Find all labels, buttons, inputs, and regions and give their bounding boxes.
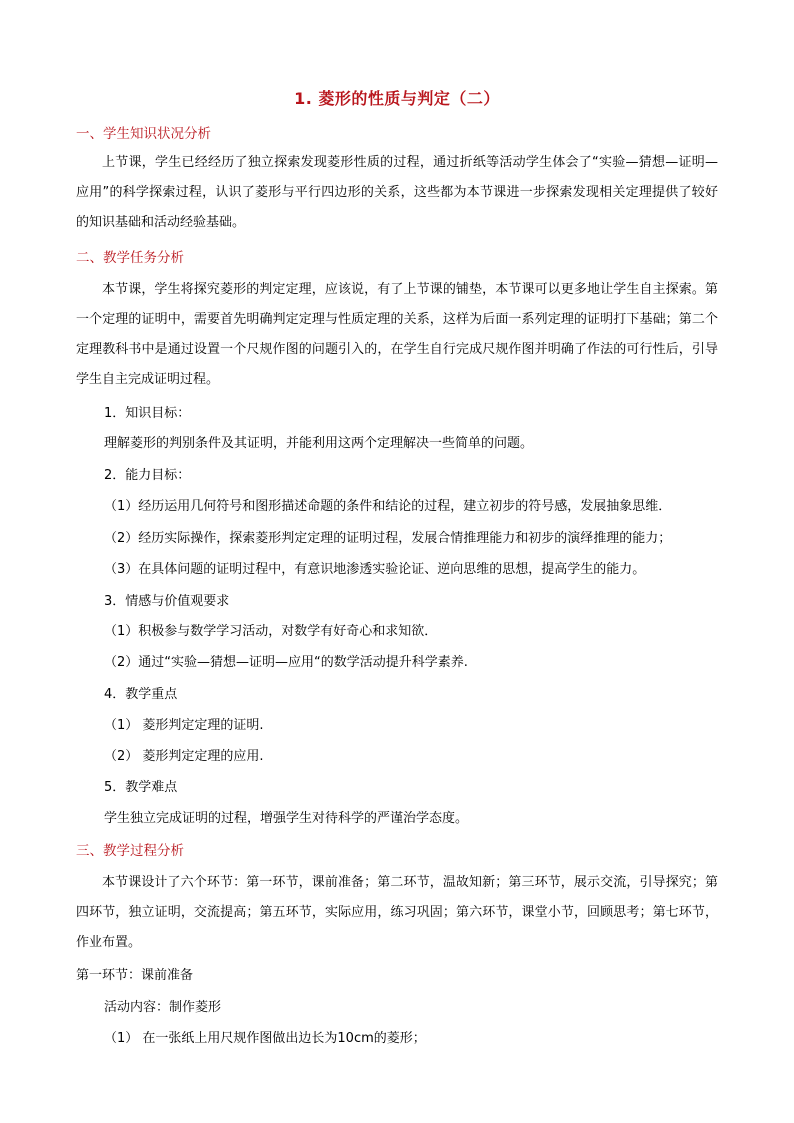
activity-content: 活动内容：制作菱形: [104, 1000, 222, 1015]
section-3-paragraph: 本节课设计了六个环节：第一环节，课前准备；第二环节，温故知新；第三环节，展示交流，引导探究；第四环节，独立证明，交流提高；第五环节，实际应用，练习巩固；第六环节，课堂小节，回顾思考；第七环节，作业布置。: [76, 875, 718, 950]
difficulty-text: 学生独立完成证明的过程，增强学生对待科学的严谨治学态度。: [104, 811, 469, 826]
knowledge-goal-text: 理解菱形的判别条件及其证明，并能利用这两个定理解决一些简单的问题。: [104, 436, 534, 451]
key-point-item: （2） 菱形判定定理的应用.: [104, 749, 264, 764]
section-1-paragraph: 上节课，学生已经经历了独立探索发现菱形性质的过程，通过折纸等活动学生体会了“实验—猜想—证明—应用”的科学探索过程，认识了菱形与平行四边形的关系，这些都为本节课进一步探索发现相关定理提供了较好的知识基础和活动经验基础。: [76, 155, 718, 230]
knowledge-goal-heading: 1．知识目标：: [104, 406, 191, 421]
difficulty-heading: 5．教学难点: [104, 780, 178, 795]
emotion-goal-item: （2）通过“实验—猜想—证明—应用“的数学活动提升科学素养.: [104, 655, 468, 670]
section-heading-2: 二、教学任务分析: [76, 250, 184, 266]
key-point-item: （1） 菱形判定定理的证明.: [104, 718, 264, 733]
section-2-paragraph: 本节课，学生将探究菱形的判定定理，应该说，有了上节课的铺垫，本节课可以更多地让学生自主探索。第一个定理的证明中，需要首先明确判定定理与性质定理的关系，这样为后面一系列定理的证明打下基础；第二个定理教科书中是通过设置一个尺规作图的问题引入的，在学生自行完成尺规作图并明确了作法的可行性后，引导学生自主完成证明过程。: [76, 282, 718, 387]
activity-item: （1） 在一张纸上用尺规作图做出边长为10cm的菱形；: [104, 1031, 426, 1046]
ability-goal-item: （2）经历实际操作，探索菱形判定定理的证明过程，发展合情推理能力和初步的演绎推理的能力；: [104, 531, 672, 546]
step-1-heading: 第一环节：课前准备: [76, 968, 194, 983]
ability-goal-heading: 2．能力目标：: [104, 468, 191, 483]
emotion-goal-heading: 3．情感与价值观要求: [104, 594, 230, 609]
section-heading-1: 一、学生知识状况分析: [76, 126, 211, 142]
ability-goal-item: （3）在具体问题的证明过程中，有意识地渗透实验论证、逆向思维的思想，提高学生的能力。: [104, 562, 646, 577]
ability-goal-item: （1）经历运用几何符号和图形描述命题的条件和结论的过程，建立初步的符号感，发展抽象思维．: [104, 499, 672, 514]
document-title: 1. 菱形的性质与判定（二）: [294, 89, 500, 108]
section-heading-3: 三、教学过程分析: [76, 843, 184, 859]
emotion-goal-item: （1）积极参与数学学习活动，对数学有好奇心和求知欲．: [104, 624, 438, 639]
key-point-heading: 4．教学重点: [104, 687, 178, 702]
